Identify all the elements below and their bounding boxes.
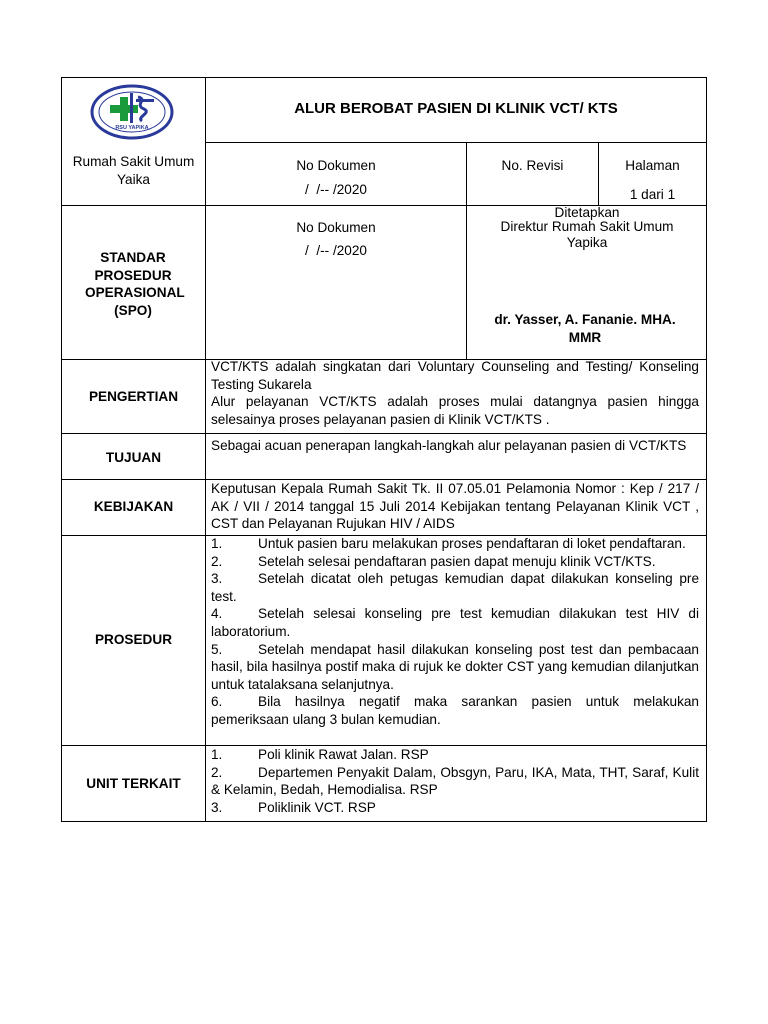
item-text: Untuk pasien baru melakukan proses pendaftaran di loket pendaftaran. [258,536,686,551]
item-text: Departemen Penyakit Dalam, Obsgyn, Paru, IKA, Mata, THT, Saraf, Kulit & Kelamin, Bedah, Hemodialisa. RSP [211,764,699,798]
pengertian-line: VCT/KTS adalah singkatan dari Voluntary Counseling and Testing/ Konseling Testing Sukarela [211,359,699,392]
item-number: 2. [211,553,223,569]
spo-no-dokumen-label: No Dokumen [296,220,376,235]
prosedur-list [211,535,699,729]
list-item [211,553,699,571]
list-item [211,693,699,728]
document-title: ALUR BEROBAT PASIEN DI KLINIK VCT/ KTS [294,100,618,117]
list-item [211,535,699,553]
list-item [211,641,699,694]
item-number: 1. [211,747,223,762]
item-text: Poliklinik VCT. RSP [258,799,376,815]
table-border-right [706,77,707,822]
tujuan-text: Sebagai acuan penerapan langkah-langkah alur pelayanan pasien di VCT/KTS [211,438,687,453]
hospital-name: Rumah Sakit Umum Yaika [72,154,195,187]
pengertian-line: Alur pelayanan VCT/KTS adalah proses mulai datangnya pasien hingga selesainya proses pelayanan pasien di Klinik VCT/KTS . [211,394,699,427]
list-item [211,570,699,605]
item-number: 6. [211,694,223,710]
kebijakan-text: Keputusan Kepala Rumah Sakit Tk. II 07.05.01 Pelamonia Nomor : Kep / 217 / AK / VII / 2014 tanggal 15 Juli 2014 Kebijakan tentang Pelayanan Klinik VCT , CST dan Pelayanan Rujukan HIV / AIDS [211,481,699,532]
table-row-divider [205,142,707,143]
list-item [211,746,699,764]
spo-label: STANDAR PROSEDUR OPERASIONAL (SPO) [85,250,185,318]
list-item [211,799,699,817]
hospital-logo [90,83,174,141]
prosedur-label: PROSEDUR [94,632,173,647]
kebijakan-label: KEBIJAKAN [93,499,174,514]
item-number: 1. [211,536,223,551]
logo-emblem-icon [90,83,174,141]
item-text: Setelah selesai konseling pre test kemudian dilakukan test HIV di laboratorium. [211,606,699,639]
halaman-value: 1 dari 1 [629,187,676,202]
direktur-label: Direktur Rumah Sakit Umum Yapika [500,219,674,250]
table-col-divider [466,142,467,359]
pengertian-content [211,358,699,428]
item-text: Setelah selesai pendaftaran pasien dapat menuju klinik VCT/KTS. [258,553,656,569]
item-number: 3. [211,799,223,815]
item-number: 3. [211,571,223,587]
unit-terkait-label: UNIT TERKAIT [86,776,181,791]
item-number: 4. [211,606,223,622]
no-dokumen-value: / /-- /2020 [305,182,367,197]
table-row-divider [61,433,707,434]
item-number: 5. [211,641,223,657]
list-item [211,605,699,640]
table-border-bottom [61,821,707,822]
pengertian-label: PENGERTIAN [88,389,179,404]
halaman-label: Halaman [625,158,680,173]
spo-no-dokumen-value: / /-- /2020 [305,243,367,258]
no-revisi-label: No. Revisi [501,158,564,173]
ditetapkan-label: Ditetapkan [554,205,620,220]
unit-terkait-list [211,746,699,816]
item-text: Bila hasilnya negatif maka sarankan pasien untuk melakukan pemeriksaan ulang 3 bulan kemudian. [211,694,699,727]
item-text: Setelah dicatat oleh petugas kemudian dapat dilakukan konseling pre test. [211,571,699,604]
list-item [211,764,699,799]
signatory-name: dr. Yasser, A. Fananie. MHA. MMR [494,312,676,345]
logo-text: RSU YAPIKA [115,125,149,131]
item-number: 2. [211,764,223,780]
table-border-top [61,77,707,78]
item-text: Setelah mendapat hasil dilakukan konseling post test dan pembacaan hasil, bila hasilnya postif maka di rujuk ke dokter CST yang kemudian dilanjutkan untuk tatalaksana selanjutnya. [211,641,699,692]
tujuan-label: TUJUAN [105,450,162,465]
no-dokumen-label: No Dokumen [296,158,376,173]
item-text: Poli klinik Rawat Jalan. RSP [258,747,429,762]
